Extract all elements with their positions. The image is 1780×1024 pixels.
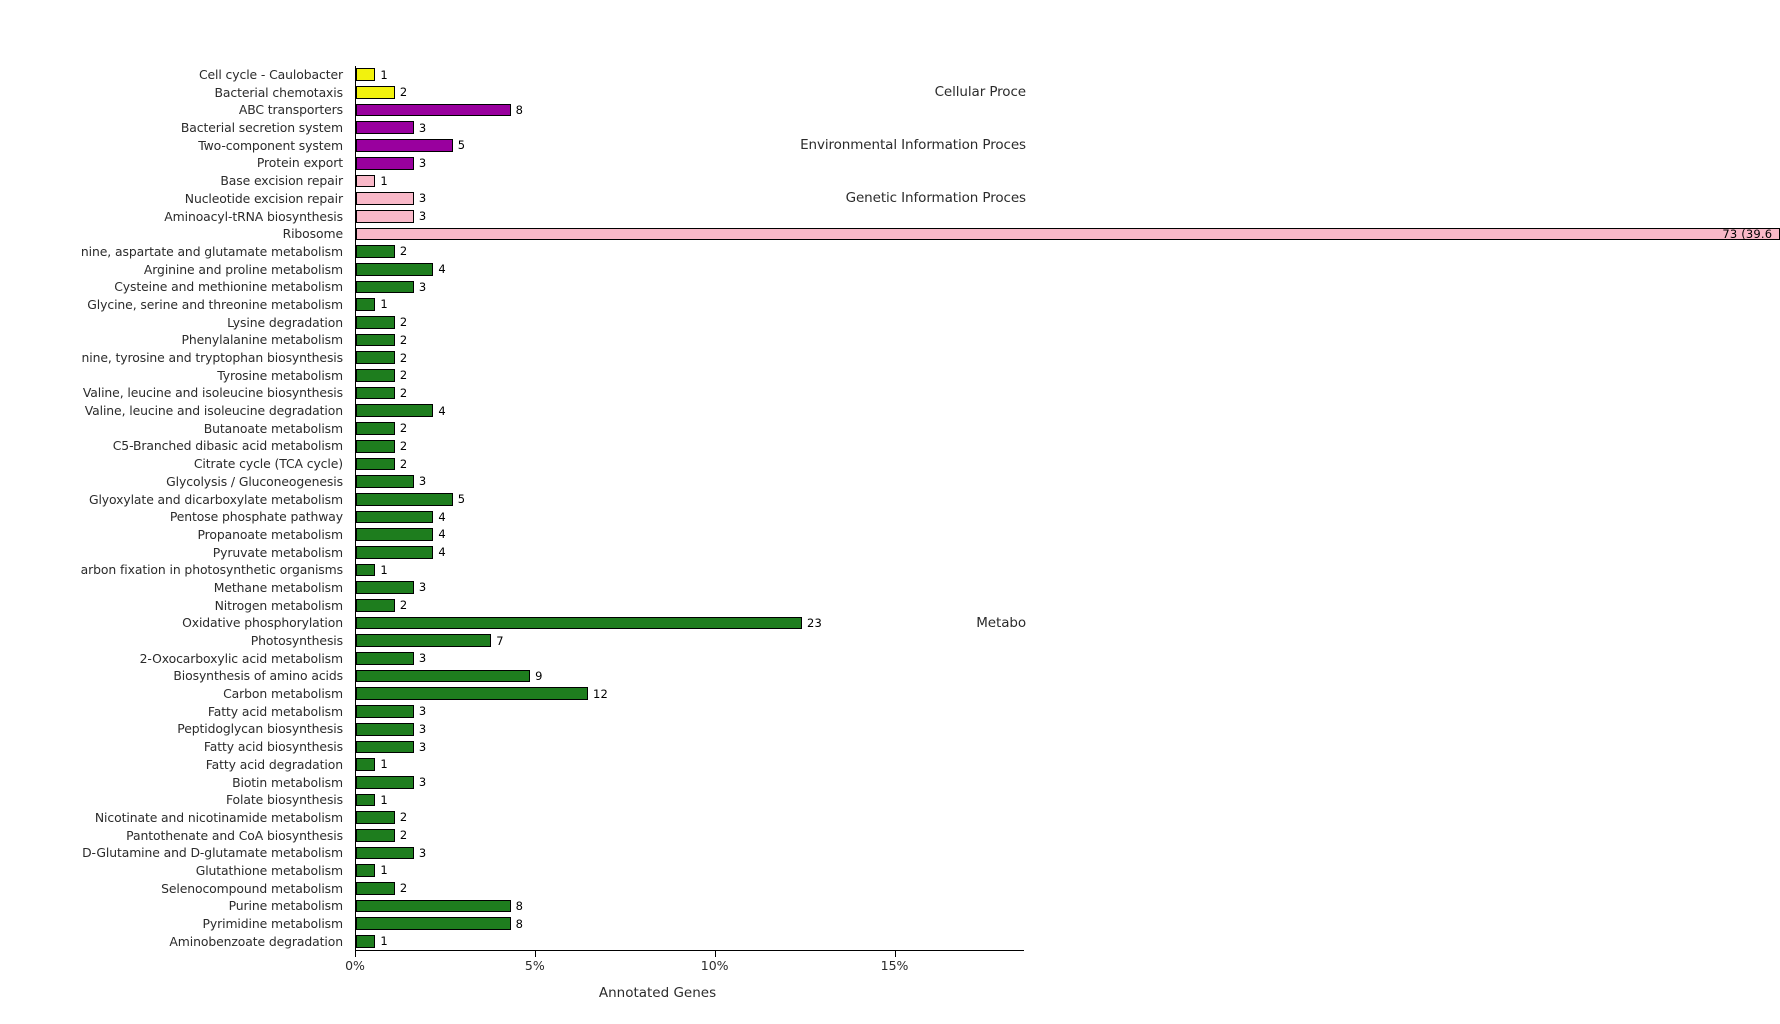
- bar[interactable]: [356, 829, 395, 842]
- x-axis-title: Annotated Genes: [598, 985, 717, 1001]
- bar-value-label: 3: [418, 651, 427, 666]
- bar-value-label: 1: [380, 792, 388, 807]
- y-axis-label: Folate biosynthesis: [225, 792, 343, 808]
- bar-value-label: 2: [399, 810, 408, 825]
- bar[interactable]: [356, 281, 414, 294]
- y-axis-label: Cell cycle - Caulobacter: [198, 67, 343, 82]
- y-axis-label: D-Glutamine and D-glutamate metabolism: [82, 845, 343, 861]
- y-axis-label: Oxidative phosphorylation: [182, 615, 343, 631]
- bar-value-label: 8: [515, 898, 524, 913]
- y-axis-label: Glycolysis / Gluconeogenesis: [166, 473, 343, 489]
- bar[interactable]: [356, 422, 395, 435]
- y-axis-label: Nucleotide excision repair: [184, 190, 343, 206]
- bar[interactable]: [356, 811, 395, 824]
- bar[interactable]: [356, 369, 395, 382]
- bar[interactable]: [356, 458, 395, 471]
- x-tick-mark: [355, 951, 356, 957]
- bar-value-label: 7: [496, 633, 504, 648]
- y-axis-category-labels: [0, 66, 349, 951]
- bar-value-label: 3: [418, 155, 427, 170]
- bar-value-label: 8: [515, 916, 524, 931]
- bar[interactable]: [356, 900, 511, 913]
- y-axis-label: Peptidoglycan biosynthesis: [177, 721, 343, 737]
- bar[interactable]: [356, 104, 511, 117]
- bar-value-label: 3: [418, 580, 427, 595]
- y-axis-label: Methane metabolism: [213, 579, 343, 595]
- y-axis-label: Glyoxylate and dicarboxylate metabolism: [88, 491, 343, 507]
- y-axis-label: C5-Branched dibasic acid metabolism: [112, 438, 343, 454]
- y-axis-label: Valine, leucine and isoleucine degradation: [84, 403, 343, 419]
- y-axis-label: Fatty acid biosynthesis: [203, 739, 343, 755]
- bar[interactable]: [356, 528, 433, 541]
- bar[interactable]: [356, 546, 433, 559]
- bar-value-label: 3: [418, 120, 427, 135]
- bar-value-label: 2: [399, 385, 408, 400]
- bar[interactable]: [356, 864, 375, 877]
- bar-value-label: 3: [418, 704, 427, 719]
- category-group-labels: [700, 66, 1024, 951]
- y-axis-label: Purine metabolism: [228, 898, 343, 914]
- bar[interactable]: [356, 882, 395, 895]
- bar-value-label: 3: [418, 209, 427, 223]
- group-label: Genetic Information Proces: [845, 189, 1026, 206]
- y-axis-label: Cysteine and methionine metabolism: [114, 279, 343, 295]
- group-label: Cellular Proce: [934, 83, 1026, 100]
- bar-value-label: 1: [380, 67, 388, 82]
- bar[interactable]: [356, 404, 433, 417]
- y-axis-label: Aminoacyl-tRNA biosynthesis: [164, 208, 343, 224]
- bar-value-label: 2: [399, 332, 408, 347]
- y-axis-label: Biosynthesis of amino acids: [173, 668, 343, 684]
- y-axis-label: Pyrimidine metabolism: [202, 916, 343, 931]
- y-axis-label: arbon fixation in photosynthetic organisms: [80, 562, 343, 578]
- y-axis-label: Protein export: [256, 155, 343, 171]
- bar-value-label: 73 (39.6: [1722, 226, 1773, 241]
- bar-value-label: 9: [535, 668, 543, 683]
- bar[interactable]: [356, 581, 414, 594]
- bar[interactable]: [356, 758, 375, 771]
- bar-value-label: 1: [380, 757, 388, 772]
- y-axis-label: Valine, leucine and isoleucine biosynthesis: [82, 385, 343, 401]
- y-axis-label: Carbon metabolism: [223, 686, 343, 702]
- y-axis-label: Pantothenate and CoA biosynthesis: [126, 827, 343, 843]
- x-tick-label: 5%: [524, 958, 545, 973]
- y-axis-label: Photosynthesis: [250, 633, 343, 648]
- bar-value-label: 2: [399, 315, 408, 330]
- y-axis-label: Bacterial chemotaxis: [214, 84, 343, 100]
- bar-value-label: 3: [418, 775, 427, 789]
- bar[interactable]: [356, 298, 375, 311]
- bar-value-label: 12: [592, 686, 609, 701]
- y-axis-label: Pyruvate metabolism: [212, 544, 343, 560]
- y-axis-label: Glycine, serine and threonine metabolism: [87, 296, 343, 312]
- y-axis-label: nine, aspartate and glutamate metabolism: [80, 243, 343, 259]
- bar[interactable]: [356, 334, 395, 347]
- bar-value-label: 4: [438, 403, 446, 418]
- bar[interactable]: [356, 210, 414, 223]
- bar[interactable]: [356, 440, 395, 453]
- bar-value-label: 1: [380, 173, 388, 188]
- bar[interactable]: [356, 387, 395, 400]
- y-axis-label: Arginine and proline metabolism: [143, 261, 343, 277]
- bar[interactable]: [356, 475, 414, 488]
- bar[interactable]: [356, 935, 375, 948]
- bar[interactable]: [356, 139, 453, 152]
- bar-value-label: 2: [399, 881, 408, 896]
- bar-value-label: 1: [380, 297, 388, 312]
- bar-value-label: 2: [399, 368, 408, 383]
- bar[interactable]: [356, 351, 395, 364]
- x-tick-label: 0%: [345, 958, 365, 973]
- bar[interactable]: [356, 670, 530, 683]
- bar-value-label: 4: [438, 527, 446, 542]
- y-axis-label: 2-Oxocarboxylic acid metabolism: [139, 650, 343, 666]
- y-axis-label: Ribosome: [282, 226, 343, 242]
- y-axis-label: nine, tyrosine and tryptophan biosynthesis: [81, 350, 343, 365]
- y-axis-label: Citrate cycle (TCA cycle): [193, 456, 343, 472]
- y-axis-label: Two-component system: [198, 137, 343, 153]
- bar[interactable]: [356, 228, 1780, 241]
- bar[interactable]: [356, 776, 414, 789]
- y-axis-label: Nicotinate and nicotinamide metabolism: [94, 809, 343, 825]
- y-axis-label: Pentose phosphate pathway: [169, 509, 343, 525]
- bar[interactable]: [356, 847, 414, 860]
- x-tick-label: 15%: [880, 958, 909, 973]
- bar-value-label: 2: [399, 598, 408, 613]
- y-axis-label: ABC transporters: [238, 102, 343, 118]
- bar-value-label: 2: [399, 421, 408, 436]
- bar[interactable]: [356, 723, 414, 736]
- y-axis-label: Lysine degradation: [227, 314, 343, 330]
- bar[interactable]: [356, 511, 433, 524]
- bar[interactable]: [356, 316, 395, 329]
- y-axis-label: Tyrosine metabolism: [217, 367, 343, 383]
- y-axis-label: Fatty acid metabolism: [207, 703, 343, 719]
- bar[interactable]: [356, 652, 414, 665]
- x-tick-mark: [715, 951, 716, 957]
- bar[interactable]: [356, 794, 375, 807]
- bar-value-label: 3: [418, 191, 427, 206]
- x-tick-mark: [895, 951, 896, 957]
- y-axis-label: Aminobenzoate degradation: [169, 933, 343, 949]
- bar[interactable]: [356, 175, 375, 188]
- x-axis-ticks: [345, 951, 1024, 981]
- bar-value-label: 2: [399, 456, 408, 471]
- bar[interactable]: [356, 263, 433, 276]
- bar-value-label: 3: [418, 739, 427, 754]
- bar-value-label: 2: [399, 244, 408, 259]
- bar[interactable]: [356, 741, 414, 754]
- bar[interactable]: [356, 564, 375, 577]
- bar-value-label: 3: [418, 474, 427, 489]
- bar[interactable]: [356, 705, 414, 718]
- bar-value-label: 4: [438, 262, 446, 277]
- bar-value-label: 4: [438, 545, 446, 560]
- y-axis-label: Biotin metabolism: [232, 774, 343, 790]
- y-axis-label: Selenocompound metabolism: [161, 880, 343, 896]
- bar-value-label: 5: [457, 492, 466, 506]
- group-label: Environmental Information Proces: [800, 136, 1026, 153]
- bar-value-label: 1: [380, 562, 388, 577]
- bar-value-label: 2: [399, 828, 408, 843]
- bar-value-label: 3: [418, 279, 427, 294]
- bar-value-label: 4: [438, 509, 446, 524]
- x-tick-mark: [535, 951, 536, 957]
- bar[interactable]: [356, 917, 511, 930]
- y-axis-label: Butanoate metabolism: [203, 420, 343, 436]
- y-axis-label: Nitrogen metabolism: [214, 597, 343, 613]
- y-axis-label: Phenylalanine metabolism: [181, 332, 343, 348]
- bar[interactable]: [356, 493, 453, 506]
- y-axis-label: Base excision repair: [220, 173, 343, 189]
- bar[interactable]: [356, 192, 414, 205]
- x-tick-label: 10%: [700, 958, 729, 973]
- group-label: Metabo: [976, 614, 1026, 631]
- bar[interactable]: [356, 245, 395, 258]
- bar[interactable]: [356, 634, 491, 647]
- y-axis-label: Fatty acid degradation: [205, 756, 343, 772]
- bar[interactable]: [356, 68, 375, 81]
- y-axis-label: Glutathione metabolism: [195, 862, 343, 878]
- bar-value-label: 2: [399, 350, 408, 365]
- bar-value-label: 1: [380, 863, 388, 878]
- bar[interactable]: [356, 86, 395, 99]
- bar-value-label: 23: [807, 615, 823, 630]
- bar[interactable]: [356, 599, 395, 612]
- bar-value-label: 2: [399, 85, 408, 100]
- bar-value-label: 8: [515, 102, 524, 117]
- bar-value-label: 1: [380, 934, 388, 949]
- bar-value-label: 2: [399, 438, 408, 453]
- bar[interactable]: [356, 687, 588, 700]
- bar[interactable]: [356, 157, 414, 170]
- bar-value-label: 3: [418, 721, 427, 736]
- bar-value-label: 5: [457, 138, 466, 153]
- y-axis-label: Bacterial secretion system: [180, 120, 343, 136]
- bar-value-label: 3: [418, 845, 427, 860]
- bar[interactable]: [356, 121, 414, 134]
- y-axis-label: Propanoate metabolism: [197, 526, 343, 542]
